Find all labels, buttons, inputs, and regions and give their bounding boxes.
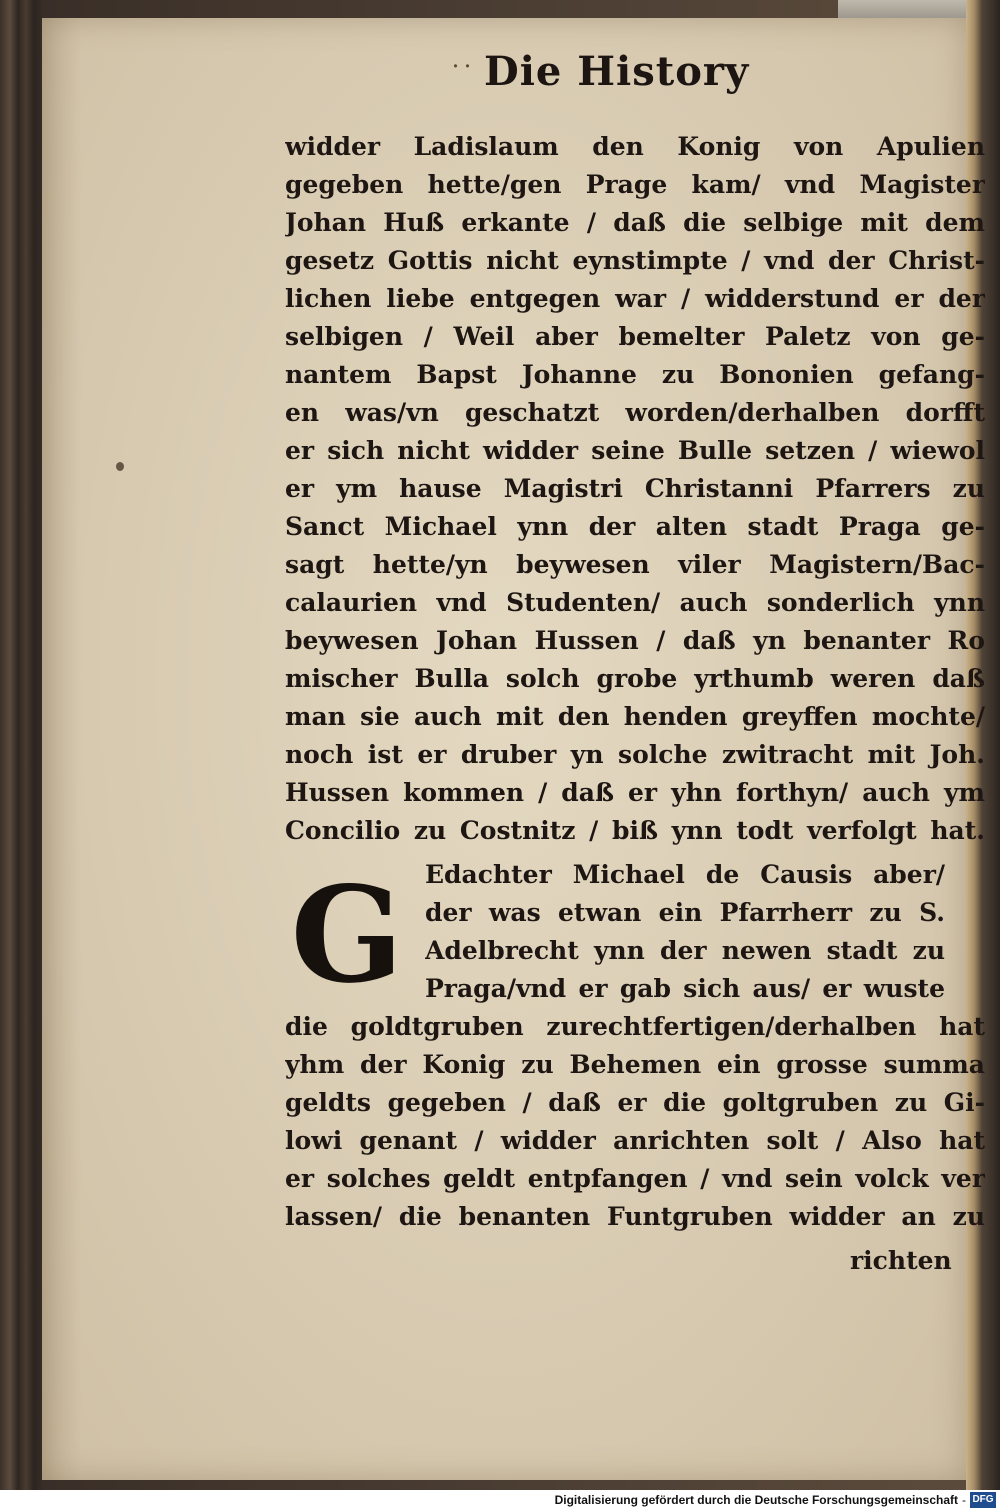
- text-line: lassen/ die benanten Funtgruben widder an zu: [285, 1202, 985, 1231]
- text-line: Concilio zu Costnitz / biß ynn todt verfolgt hat.: [285, 816, 985, 845]
- text-line: sagt hette/yn beywesen viler Magistern/Bac-: [285, 550, 985, 579]
- text-line: man sie auch mit den henden greyffen mochte/: [285, 702, 985, 731]
- text-line: Praga/vnd er gab sich aus/ er wuste: [425, 974, 945, 1003]
- text-line: lowi genant / widder anrichten solt / Also hat: [285, 1126, 985, 1155]
- text-line: yhm der Konig zu Behemen ein grosse summa: [285, 1050, 985, 1079]
- catchword: richten: [850, 1246, 952, 1275]
- text-line: gegeben hette/gen Prage kam/ vnd Magister: [285, 170, 985, 199]
- text-line: mischer Bulla solch grobe yrthumb weren daß: [285, 664, 985, 693]
- text-line: noch ist er druber yn solche zwitracht mit Joh.: [285, 740, 985, 769]
- text-line: Edachter Michael de Causis aber/: [425, 860, 945, 889]
- text-line: Sanct Michael ynn der alten stadt Praga ge-: [285, 512, 985, 541]
- text-line: calaurien vnd Studenten/ auch sonderlich ynn: [285, 588, 985, 617]
- text-line: er solches geldt entpfangen / vnd sein volck ver: [285, 1164, 985, 1193]
- funding-credit: Digitalisierung gefördert durch die Deutsche Forschungsgemeinschaft: [554, 1493, 958, 1507]
- text-line: der was etwan ein Pfarrherr zu S.: [425, 898, 945, 927]
- text-line: gesetz Gottis nicht eynstimpte / vnd der Christ-: [285, 246, 985, 275]
- dfg-logo: DFG: [970, 1492, 996, 1508]
- ink-blot: [116, 462, 124, 471]
- text-line: Hussen kommen / daß er yhn forthyn/ auch ym: [285, 778, 985, 807]
- drop-cap-initial: G: [290, 858, 404, 1013]
- text-line: er sich nicht widder seine Bulle setzen / wiewol: [285, 436, 985, 465]
- text-line: Johan Huß erkante / daß die selbige mit dem: [285, 208, 985, 237]
- text-line: die goldtgruben zurechtfertigen/derhalben hat: [285, 1012, 985, 1041]
- text-line: en was/vn geschatzt worden/derhalben dorfft: [285, 398, 985, 427]
- footer-credit-bar: [0, 1490, 1000, 1511]
- text-line: selbigen / Weil aber bemelter Paletz von ge-: [285, 322, 985, 351]
- running-head: [450, 48, 780, 95]
- text-line: beywesen Johan Hussen / daß yn benanter Ro: [285, 626, 985, 655]
- text-line: nantem Bapst Johanne zu Bononien gefang-: [285, 360, 985, 389]
- running-head-marks: ˙˙: [450, 62, 474, 88]
- text-line: er ym hause Magistri Christanni Pfarrers zu: [285, 474, 985, 503]
- running-head-text: Die History: [484, 48, 750, 95]
- text-line: geldts gegeben / daß er die goltgruben zu Gi-: [285, 1088, 985, 1117]
- text-line: Adelbrecht ynn der newen stadt zu: [425, 936, 945, 965]
- text-line: lichen liebe entgegen war / widderstund er der: [285, 284, 985, 313]
- text-line: widder Ladislaum den Konig von Apulien: [285, 132, 985, 161]
- footer-separator: -: [962, 1493, 966, 1507]
